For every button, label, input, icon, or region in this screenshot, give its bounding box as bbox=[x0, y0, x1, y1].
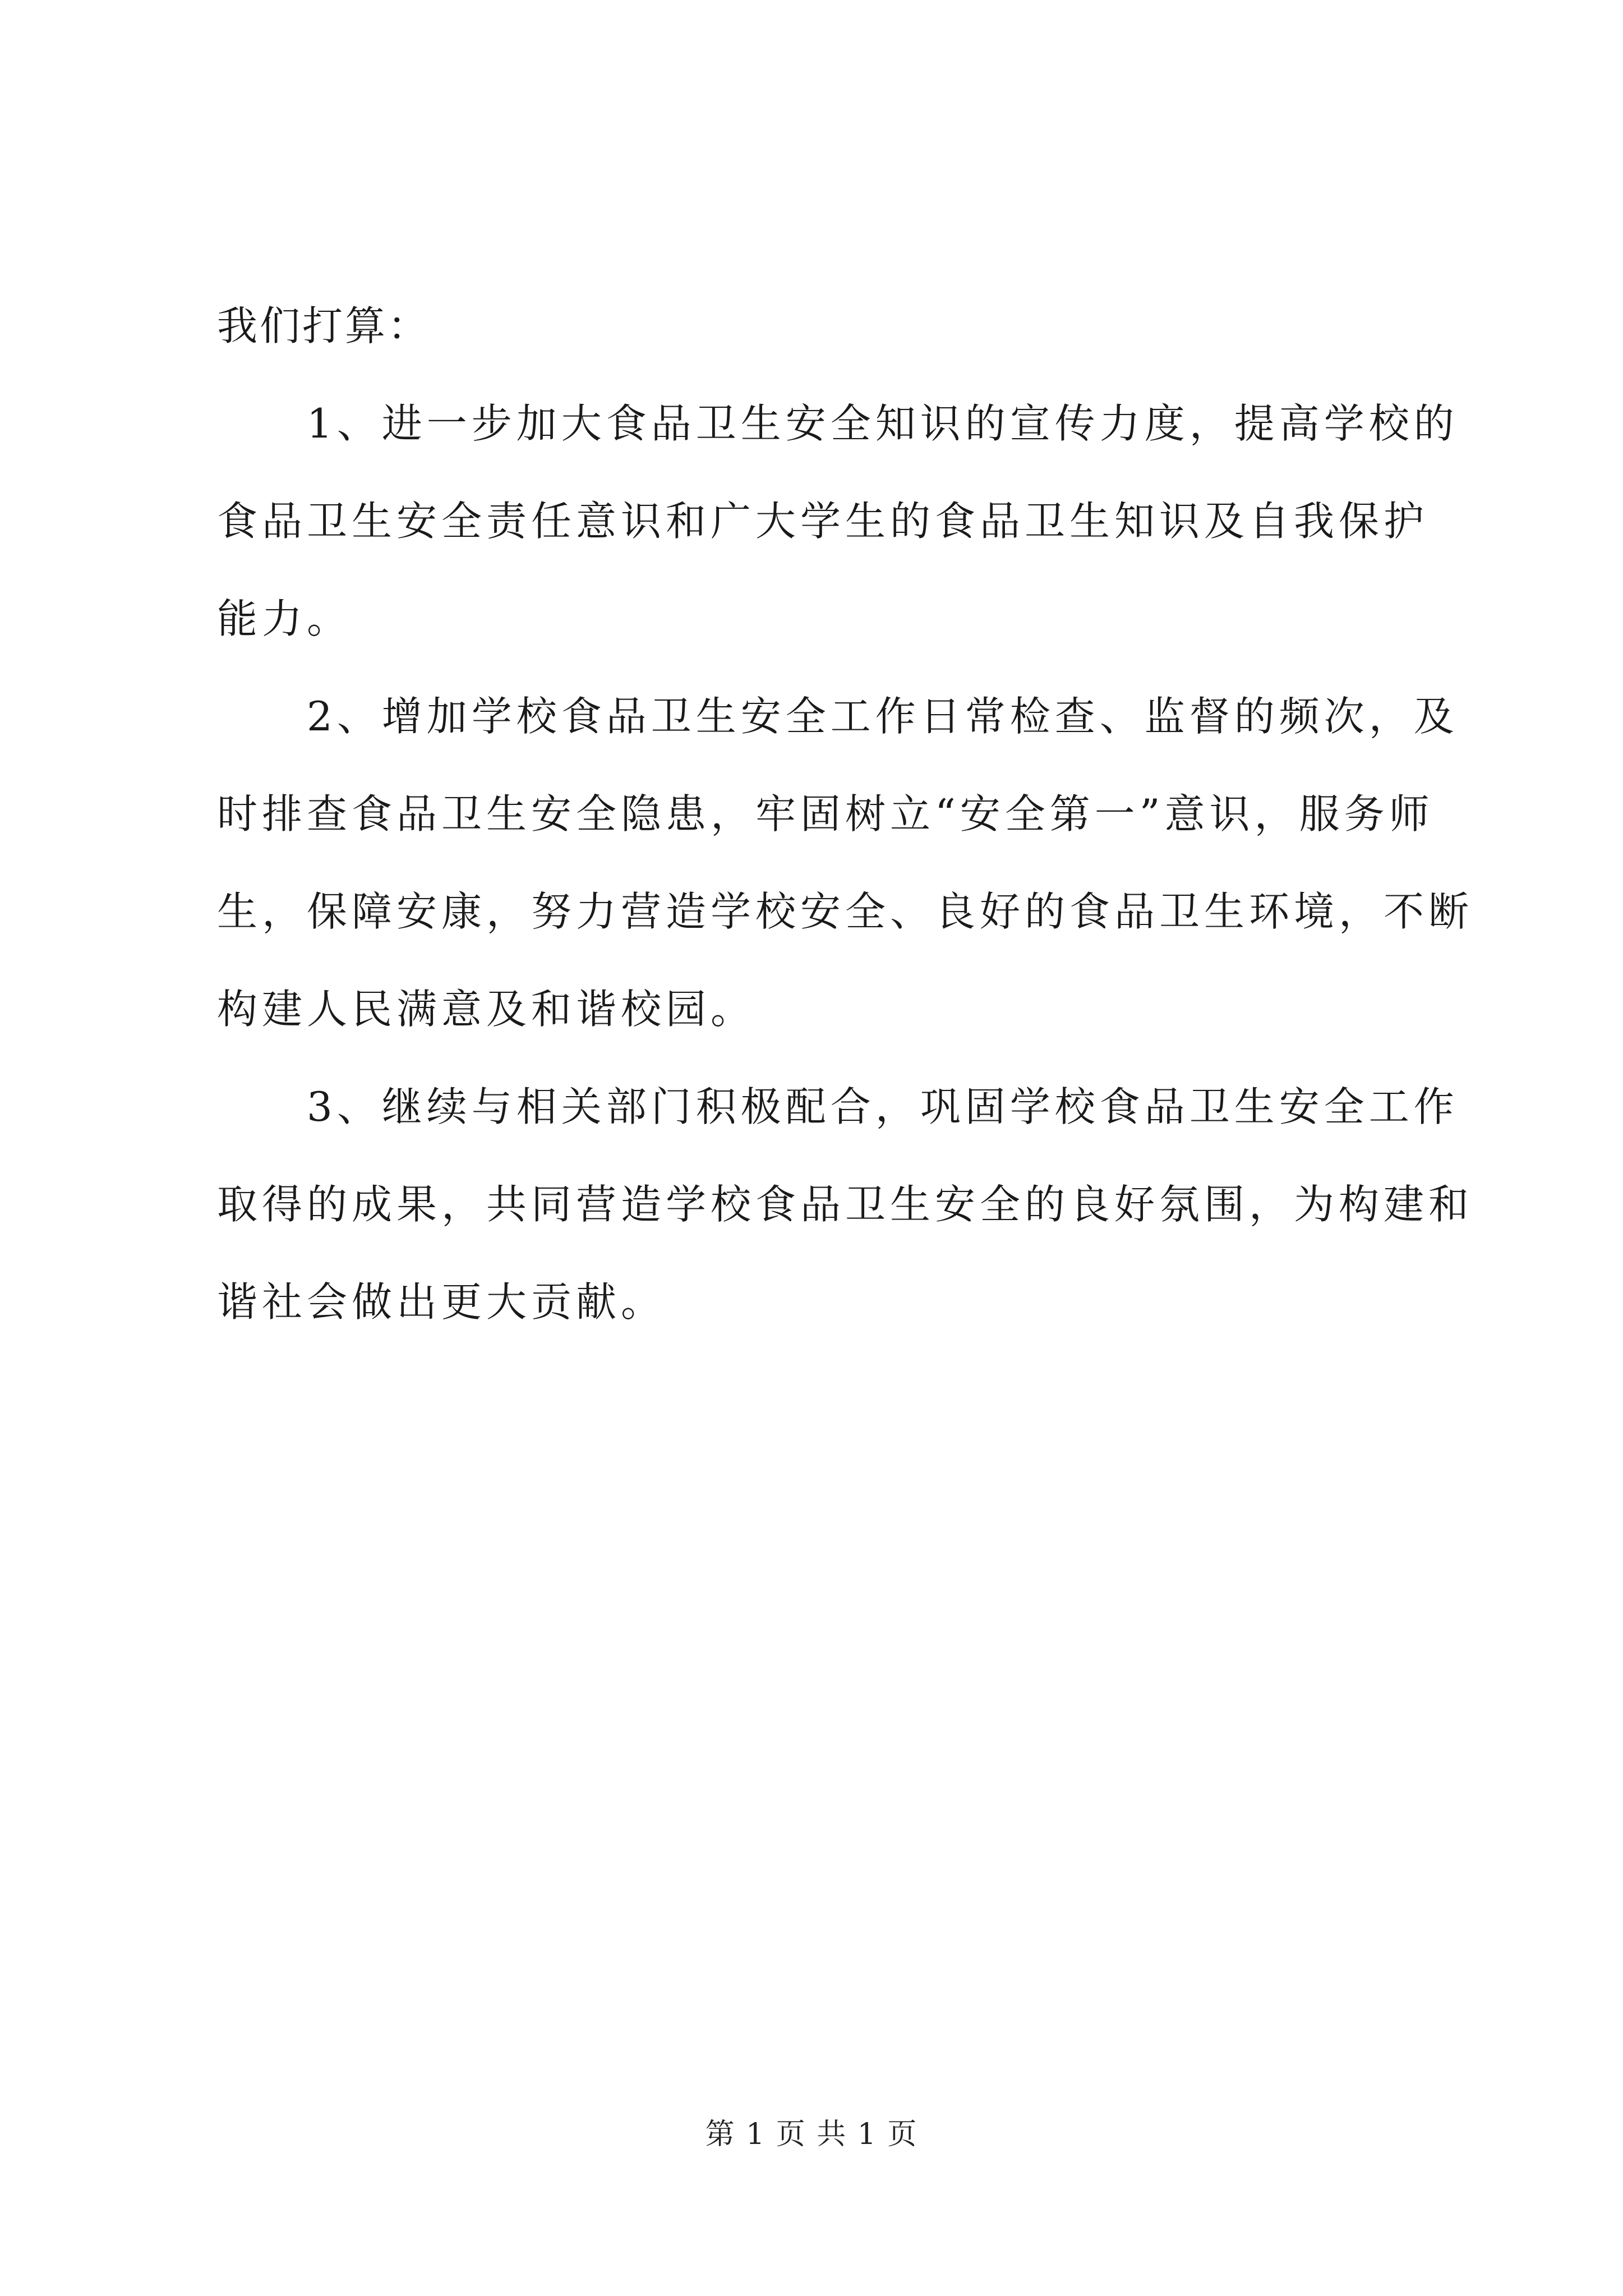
list-item-1 bbox=[217, 398, 1459, 645]
list-item-2 bbox=[217, 691, 1474, 1035]
item-3-line-2: 取得的成果，共同营造学校食品卫生安全的良好氛围，为构建和 bbox=[217, 1181, 1474, 1228]
item-2-line-3: 生，保障安康，努力营造学校安全、良好的食品卫生环境，不断 bbox=[217, 888, 1474, 935]
item-2-line-4: 构建人民满意及和谐校园。 bbox=[217, 986, 756, 1033]
item-3-line-1: 3、继续与相关部门积极配合，巩固学校食品卫生安全工作 bbox=[307, 1083, 1459, 1130]
intro-line: 我们打算： bbox=[217, 302, 431, 349]
item-3-line-3: 谐社会做出更大贡献。 bbox=[217, 1278, 666, 1326]
item-1-line-1: 1、进一步加大食品卫生安全知识的宣传力度，提高学校的 bbox=[307, 400, 1459, 447]
item-2-line-2: 时排查食品卫生安全隐患，牢固树立“安全第一”意识，服务师 bbox=[217, 790, 1434, 838]
item-1-line-3: 能力。 bbox=[217, 595, 352, 642]
document-body bbox=[217, 300, 1474, 1328]
page-footer: 第 1 页 共 1 页 bbox=[705, 2118, 918, 2151]
list-item-3 bbox=[217, 1081, 1474, 1328]
item-1-line-2: 食品卫生安全责任意识和广大学生的食品卫生知识及自我保护 bbox=[217, 498, 1429, 545]
item-2-line-1: 2、增加学校食品卫生安全工作日常检查、监督的频次，及 bbox=[307, 693, 1459, 740]
